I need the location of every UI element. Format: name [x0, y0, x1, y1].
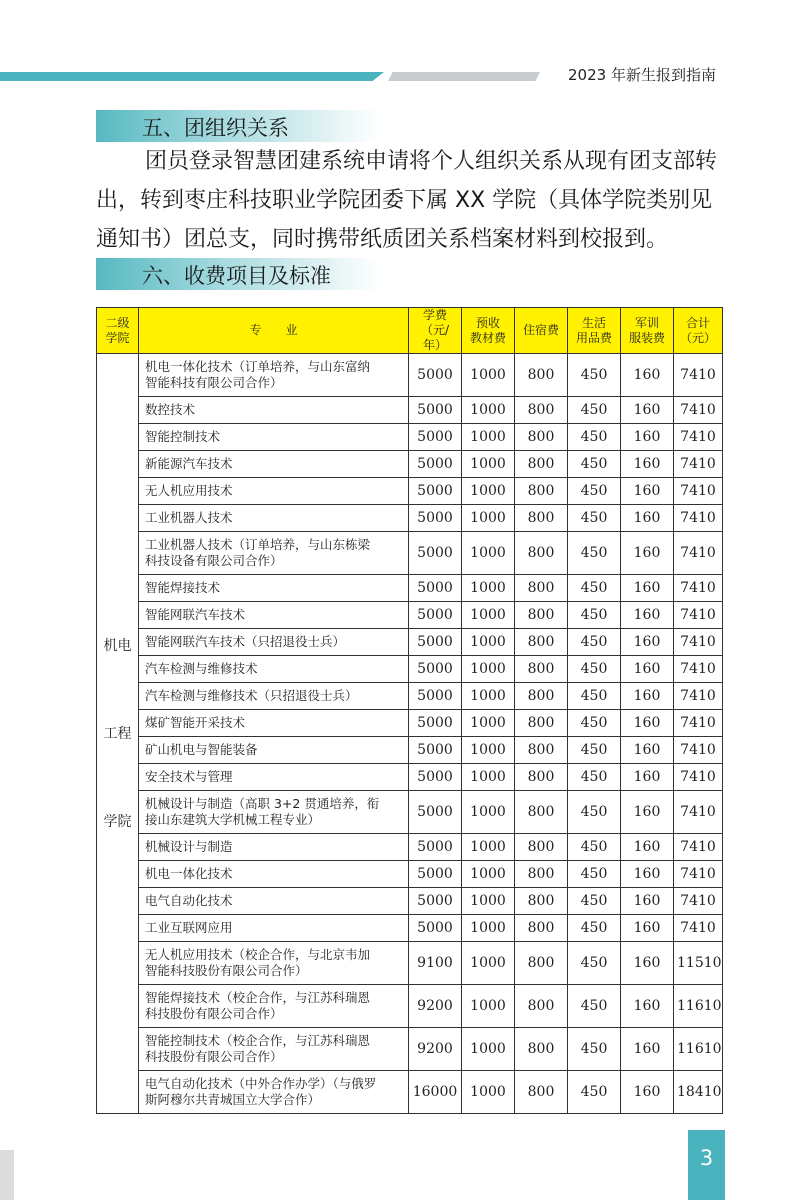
uniform-cell: 160	[621, 397, 674, 424]
supplies-cell: 450	[568, 888, 621, 915]
tuition-cell: 5000	[409, 764, 462, 791]
fee-table	[96, 307, 723, 1114]
tuition-cell: 5000	[409, 888, 462, 915]
header-teal-bar	[0, 72, 384, 81]
major-line: 工业机器人技术	[145, 510, 233, 525]
college-name-part: 学院	[103, 813, 132, 830]
books-cell: 1000	[462, 532, 515, 575]
supplies-cell: 450	[568, 942, 621, 985]
total-cell: 7410	[674, 656, 723, 683]
supplies-cell: 450	[568, 656, 621, 683]
uniform-cell: 160	[621, 505, 674, 532]
table-row	[97, 354, 723, 397]
paragraph-line: 团员登录智慧团建系统申请将个人组织关系从现有团支部转	[145, 149, 718, 174]
table-row	[97, 888, 723, 915]
college-name	[97, 637, 138, 831]
dorm-cell: 800	[515, 683, 568, 710]
major-cell	[139, 710, 409, 737]
major-line: 机电一体化技术（订单培养，与山东富纳	[145, 359, 371, 374]
header-line: 服装费	[628, 330, 665, 345]
dorm-cell: 800	[515, 575, 568, 602]
books-cell: 1000	[462, 985, 515, 1028]
uniform-cell: 160	[621, 915, 674, 942]
total-cell: 7410	[674, 505, 723, 532]
total-cell: 7410	[674, 451, 723, 478]
total-cell: 7410	[674, 397, 723, 424]
tuition-cell: 5000	[409, 915, 462, 942]
books-cell: 1000	[462, 656, 515, 683]
major-line: 电气自动化技术	[145, 893, 233, 908]
books-cell: 1000	[462, 505, 515, 532]
major-line: 科技股份有限公司合作）	[145, 1006, 283, 1021]
dorm-cell: 800	[515, 656, 568, 683]
total-cell: 7410	[674, 478, 723, 505]
major-line: 机械设计与制造（高职 3+2 贯通培养，衔	[145, 796, 380, 811]
major-cell	[139, 915, 409, 942]
major-line: 矿山机电与智能装备	[145, 742, 258, 757]
table-row	[97, 1071, 723, 1114]
uniform-cell: 160	[621, 985, 674, 1028]
total-cell: 7410	[674, 834, 723, 861]
table-row	[97, 602, 723, 629]
header-line: 生活	[581, 315, 606, 330]
supplies-cell: 450	[568, 861, 621, 888]
uniform-cell: 160	[621, 737, 674, 764]
header-line: 二级	[105, 315, 130, 330]
table-row	[97, 629, 723, 656]
uniform-cell: 160	[621, 764, 674, 791]
major-line: 汽车检测与维修技术	[145, 661, 258, 676]
supplies-cell: 450	[568, 397, 621, 424]
dorm-cell: 800	[515, 888, 568, 915]
uniform-cell: 160	[621, 1028, 674, 1071]
total-cell: 11610	[674, 1028, 723, 1071]
dorm-cell: 800	[515, 791, 568, 834]
total-cell: 7410	[674, 532, 723, 575]
table-row	[97, 451, 723, 478]
page-number: 3	[699, 1146, 714, 1170]
supplies-cell: 450	[568, 602, 621, 629]
tuition-cell: 5000	[409, 478, 462, 505]
uniform-cell: 160	[621, 710, 674, 737]
tuition-cell: 5000	[409, 532, 462, 575]
supplies-cell: 450	[568, 683, 621, 710]
total-cell: 7410	[674, 424, 723, 451]
major-cell	[139, 602, 409, 629]
table-row	[97, 861, 723, 888]
major-line: 无人机应用技术	[145, 483, 233, 498]
section-heading-6-text: 六、收费项目及标准	[142, 264, 331, 288]
dorm-cell: 800	[515, 764, 568, 791]
total-cell: 7410	[674, 791, 723, 834]
dorm-cell: 800	[515, 710, 568, 737]
header-tuition	[409, 308, 462, 354]
uniform-cell: 160	[621, 683, 674, 710]
total-cell: 7410	[674, 629, 723, 656]
dorm-cell: 800	[515, 1071, 568, 1114]
tuition-cell: 5000	[409, 683, 462, 710]
table-row	[97, 505, 723, 532]
major-line: 智能网联汽车技术	[145, 607, 246, 622]
header-line: 合计	[685, 315, 710, 330]
dorm-cell: 800	[515, 424, 568, 451]
major-cell	[139, 451, 409, 478]
paragraph-line: 通知书）团总支，同时携带纸质团关系档案材料到校报到。	[96, 227, 669, 252]
uniform-cell: 160	[621, 532, 674, 575]
table-row	[97, 764, 723, 791]
total-cell: 7410	[674, 888, 723, 915]
books-cell: 1000	[462, 424, 515, 451]
supplies-cell: 450	[568, 575, 621, 602]
supplies-cell: 450	[568, 1071, 621, 1114]
dorm-cell: 800	[515, 915, 568, 942]
total-cell: 7410	[674, 737, 723, 764]
major-cell	[139, 834, 409, 861]
books-cell: 1000	[462, 683, 515, 710]
page-number-tab	[688, 1130, 725, 1200]
total-cell: 7410	[674, 602, 723, 629]
books-cell: 1000	[462, 1028, 515, 1071]
major-line: 智能焊接技术（校企合作，与江苏科瑞恩	[145, 990, 371, 1005]
supplies-cell: 450	[568, 424, 621, 451]
books-cell: 1000	[462, 791, 515, 834]
major-line: 科技设备有限公司合作）	[145, 553, 283, 568]
table-row	[97, 478, 723, 505]
major-line: 智能网联汽车技术（只招退役士兵）	[145, 634, 346, 649]
total-cell: 7410	[674, 915, 723, 942]
tuition-cell: 5000	[409, 656, 462, 683]
uniform-cell: 160	[621, 861, 674, 888]
tuition-cell: 5000	[409, 602, 462, 629]
dorm-cell: 800	[515, 942, 568, 985]
header-supplies	[568, 308, 621, 354]
total-cell: 18410	[674, 1071, 723, 1114]
uniform-cell: 160	[621, 888, 674, 915]
supplies-cell: 450	[568, 834, 621, 861]
books-cell: 1000	[462, 834, 515, 861]
tuition-cell: 9100	[409, 942, 462, 985]
uniform-cell: 160	[621, 354, 674, 397]
major-cell	[139, 791, 409, 834]
tuition-cell: 5000	[409, 861, 462, 888]
supplies-cell: 450	[568, 354, 621, 397]
table-row	[97, 397, 723, 424]
supplies-cell: 450	[568, 985, 621, 1028]
table-row	[97, 710, 723, 737]
left-gray-tab	[0, 1150, 14, 1200]
major-cell	[139, 985, 409, 1028]
supplies-cell: 450	[568, 1028, 621, 1071]
header-major	[139, 308, 409, 354]
uniform-cell: 160	[621, 656, 674, 683]
books-cell: 1000	[462, 737, 515, 764]
tuition-cell: 9200	[409, 1028, 462, 1071]
paragraph-line: 出，转到枣庄科技职业学院团委下属 XX 学院（具体学院类别见	[96, 188, 713, 213]
books-cell: 1000	[462, 1071, 515, 1114]
books-cell: 1000	[462, 354, 515, 397]
major-cell	[139, 861, 409, 888]
supplies-cell: 450	[568, 505, 621, 532]
books-cell: 1000	[462, 451, 515, 478]
dorm-cell: 800	[515, 834, 568, 861]
dorm-cell: 800	[515, 629, 568, 656]
supplies-cell: 450	[568, 791, 621, 834]
table-row	[97, 791, 723, 834]
uniform-cell: 160	[621, 575, 674, 602]
tuition-cell: 5000	[409, 451, 462, 478]
section-heading-5	[96, 110, 380, 142]
tuition-cell: 9200	[409, 985, 462, 1028]
major-cell	[139, 683, 409, 710]
major-cell	[139, 656, 409, 683]
major-line: 电气自动化技术（中外合作办学）（与俄罗	[145, 1076, 377, 1091]
major-line: 智能科技股份有限公司合作）	[145, 963, 308, 978]
uniform-cell: 160	[621, 424, 674, 451]
books-cell: 1000	[462, 888, 515, 915]
major-cell	[139, 737, 409, 764]
table-row	[97, 834, 723, 861]
header-college	[97, 308, 139, 354]
header-line: 学院	[105, 330, 130, 345]
supplies-cell: 450	[568, 451, 621, 478]
table-row	[97, 942, 723, 985]
tuition-cell: 5000	[409, 397, 462, 424]
tuition-cell: 5000	[409, 354, 462, 397]
tuition-cell: 5000	[409, 575, 462, 602]
supplies-cell: 450	[568, 764, 621, 791]
college-name-part: 工程	[103, 725, 132, 742]
tuition-cell: 5000	[409, 424, 462, 451]
major-line: 科技股份有限公司合作）	[145, 1049, 283, 1064]
section-heading-6	[96, 258, 380, 290]
uniform-cell: 160	[621, 478, 674, 505]
tuition-cell: 5000	[409, 629, 462, 656]
supplies-cell: 450	[568, 478, 621, 505]
header-line: 专 业	[249, 323, 298, 337]
books-cell: 1000	[462, 861, 515, 888]
dorm-cell: 800	[515, 985, 568, 1028]
college-name-part: 机电	[103, 637, 132, 654]
major-cell	[139, 1071, 409, 1114]
major-cell	[139, 1028, 409, 1071]
major-line: 斯阿穆尔共青城国立大学合作）	[145, 1092, 321, 1107]
major-cell	[139, 629, 409, 656]
major-line: 汽车检测与维修技术（只招退役士兵）	[145, 688, 358, 703]
header-books	[462, 308, 515, 354]
major-line: 智能控制技术（校企合作，与江苏科瑞恩	[145, 1033, 371, 1048]
major-cell	[139, 478, 409, 505]
table-row	[97, 737, 723, 764]
uniform-cell: 160	[621, 834, 674, 861]
major-line: 新能源汽车技术	[145, 456, 233, 471]
running-header: 2023 年新生报到指南	[568, 66, 716, 84]
books-cell: 1000	[462, 575, 515, 602]
major-line: 接山东建筑大学机械工程专业）	[145, 812, 321, 827]
books-cell: 1000	[462, 602, 515, 629]
total-cell: 11610	[674, 985, 723, 1028]
table-row	[97, 532, 723, 575]
major-cell	[139, 888, 409, 915]
supplies-cell: 450	[568, 629, 621, 656]
college-cell	[97, 354, 139, 1114]
dorm-cell: 800	[515, 478, 568, 505]
major-line: 安全技术与管理	[145, 769, 233, 784]
tuition-cell: 5000	[409, 505, 462, 532]
major-cell	[139, 397, 409, 424]
books-cell: 1000	[462, 710, 515, 737]
table-body	[97, 354, 723, 1114]
books-cell: 1000	[462, 942, 515, 985]
total-cell: 11510	[674, 942, 723, 985]
dorm-cell: 800	[515, 451, 568, 478]
uniform-cell: 160	[621, 602, 674, 629]
header-line: （元/年）	[420, 323, 450, 352]
uniform-cell: 160	[621, 791, 674, 834]
header-line: 预收	[475, 315, 500, 330]
header-dorm	[515, 308, 568, 354]
header-line: 学费	[422, 308, 447, 322]
major-line: 工业机器人技术（订单培养，与山东栋梁	[145, 537, 371, 552]
dorm-cell: 800	[515, 1028, 568, 1071]
dorm-cell: 800	[515, 602, 568, 629]
uniform-cell: 160	[621, 1071, 674, 1114]
dorm-cell: 800	[515, 397, 568, 424]
major-line: 无人机应用技术（校企合作，与北京韦加	[145, 947, 371, 962]
major-cell	[139, 354, 409, 397]
major-line: 智能控制技术	[145, 429, 221, 444]
dorm-cell: 800	[515, 532, 568, 575]
uniform-cell: 160	[621, 451, 674, 478]
major-cell	[139, 764, 409, 791]
total-cell: 7410	[674, 575, 723, 602]
total-cell: 7410	[674, 764, 723, 791]
table-row	[97, 424, 723, 451]
major-cell	[139, 505, 409, 532]
books-cell: 1000	[462, 915, 515, 942]
table-row	[97, 915, 723, 942]
total-cell: 7410	[674, 710, 723, 737]
major-line: 工业互联网应用	[145, 920, 233, 935]
major-line: 煤矿智能开采技术	[145, 715, 246, 730]
books-cell: 1000	[462, 629, 515, 656]
header-line: 教材费	[469, 330, 506, 345]
table-header-row	[97, 308, 723, 354]
table-row	[97, 985, 723, 1028]
dorm-cell: 800	[515, 354, 568, 397]
dorm-cell: 800	[515, 861, 568, 888]
major-line: 智能焊接技术	[145, 580, 221, 595]
major-cell	[139, 532, 409, 575]
table-row	[97, 575, 723, 602]
tuition-cell: 5000	[409, 834, 462, 861]
major-line: 机电一体化技术	[145, 866, 233, 881]
supplies-cell: 450	[568, 737, 621, 764]
supplies-cell: 450	[568, 915, 621, 942]
major-cell	[139, 942, 409, 985]
header-line: 用品费	[575, 330, 612, 345]
table-row	[97, 656, 723, 683]
supplies-cell: 450	[568, 532, 621, 575]
header-total	[674, 308, 723, 354]
total-cell: 7410	[674, 861, 723, 888]
total-cell: 7410	[674, 354, 723, 397]
major-cell	[139, 424, 409, 451]
major-line: 机械设计与制造	[145, 839, 233, 854]
table-row	[97, 1028, 723, 1071]
header-line: 住宿费	[522, 323, 559, 337]
header-uniform	[621, 308, 674, 354]
major-line: 数控技术	[145, 402, 196, 417]
supplies-cell: 450	[568, 710, 621, 737]
section-heading-5-text: 五、团组织关系	[142, 116, 289, 140]
major-cell	[139, 575, 409, 602]
tuition-cell: 5000	[409, 791, 462, 834]
books-cell: 1000	[462, 764, 515, 791]
tuition-cell: 5000	[409, 710, 462, 737]
header-gray-bar	[388, 72, 540, 81]
tuition-cell: 5000	[409, 737, 462, 764]
uniform-cell: 160	[621, 942, 674, 985]
dorm-cell: 800	[515, 737, 568, 764]
tuition-cell: 16000	[409, 1071, 462, 1114]
uniform-cell: 160	[621, 629, 674, 656]
major-line: 智能科技有限公司合作）	[145, 375, 283, 390]
table-row	[97, 683, 723, 710]
dorm-cell: 800	[515, 505, 568, 532]
books-cell: 1000	[462, 397, 515, 424]
header-line: 军训	[634, 315, 659, 330]
total-cell: 7410	[674, 683, 723, 710]
header-line: （元）	[679, 330, 716, 345]
books-cell: 1000	[462, 478, 515, 505]
